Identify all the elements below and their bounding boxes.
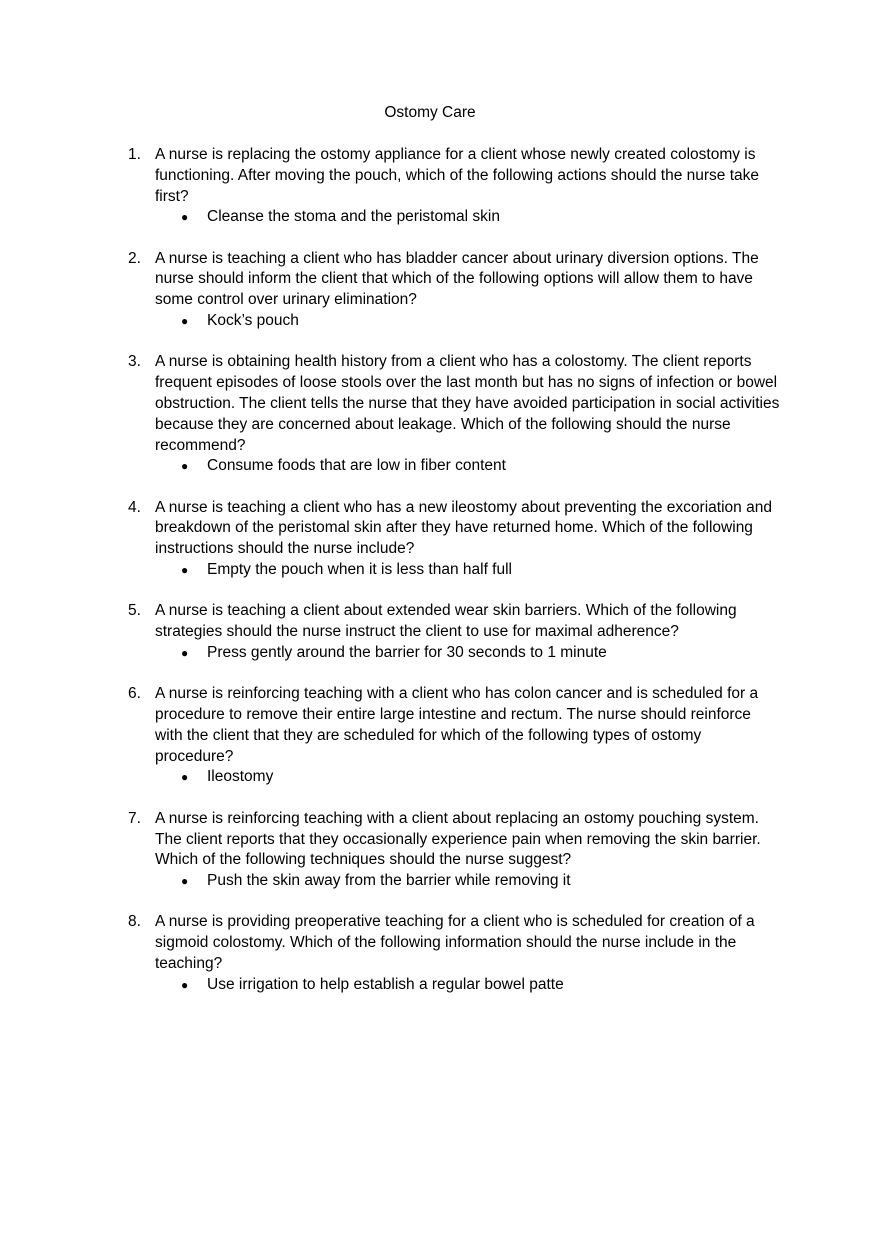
question-item-1 <box>0 145 880 228</box>
question-text: A nurse is teaching a client who has bladder cancer about urinary diversion options. The nurse should inform the client that which of the following options will allow them to have some control over urinary elimination? <box>155 249 759 309</box>
answer-item <box>181 871 880 892</box>
answer-item <box>181 207 880 228</box>
answer-item <box>181 560 880 581</box>
question-text: A nurse is teaching a client about extended wear skin barriers. Which of the following strategies should the nurse instruct the client to use for maximal adherence? <box>155 602 737 641</box>
bullet-icon: ● <box>181 770 189 785</box>
answer-item <box>181 643 880 664</box>
question-item-7 <box>0 809 880 892</box>
question-number: 4. <box>128 498 141 516</box>
answer-text: Cleanse the stoma and the peristomal skin <box>207 208 500 226</box>
document-title: Ostomy Care <box>384 104 476 121</box>
answer-text: Consume foods that are low in fiber content <box>207 457 506 475</box>
answer-text: Ileostomy <box>207 768 274 786</box>
question-item-8 <box>0 912 880 995</box>
question-number: 6. <box>128 685 141 703</box>
bullet-icon: ● <box>181 874 189 889</box>
answer-item <box>181 456 880 477</box>
question-number: 8. <box>128 913 141 931</box>
question-number: 3. <box>128 353 141 371</box>
question-item-5 <box>0 601 880 663</box>
question-text: A nurse is reinforcing teaching with a client about replacing an ostomy pouching system. The client reports that they occasionally experience pain when removing the skin barrier. Which of the following techniques should the nurse suggest? <box>155 809 761 869</box>
question-number: 1. <box>128 146 141 163</box>
bullet-icon: ● <box>181 563 189 578</box>
question-list <box>0 145 880 1016</box>
bullet-icon: ● <box>181 459 189 474</box>
question-text: A nurse is providing preoperative teaching for a client who is scheduled for creation of a sigmoid colostomy. Which of the following information should the nurse include in the teaching? <box>155 913 755 972</box>
bullet-icon: ● <box>181 210 189 225</box>
answer-text: Kock’s pouch <box>207 312 299 330</box>
answer-item <box>181 311 880 332</box>
answer-text: Empty the pouch when it is less than half full <box>207 561 512 579</box>
answer-text: Push the skin away from the barrier while removing it <box>207 872 571 890</box>
question-number: 5. <box>128 602 141 620</box>
question-item-6 <box>0 684 880 788</box>
bullet-icon: ● <box>181 314 189 329</box>
question-item-2 <box>0 249 880 332</box>
question-text: A nurse is reinforcing teaching with a client who has colon cancer and is scheduled for a procedure to remove their entire large intestine and rectum. The nurse should reinforce with the client that they are scheduled for which of the following types of ostomy procedure? <box>155 685 759 765</box>
question-text: A nurse is obtaining health history from a client who has a colostomy. The client reports frequent episodes of loose stools over the last month but has no signs of infection or bowel obstruction. The client tells the nurse that they have avoided participation in social activities because they are concerned about leakage. Which of the following should the nurse recommend? <box>155 353 780 454</box>
question-item-4 <box>0 498 880 581</box>
answer-text: Use irrigation to help establish a regular bowel patte <box>207 975 564 993</box>
answer-item <box>181 975 880 996</box>
question-item-3 <box>0 352 880 477</box>
question-number: 7. <box>128 809 141 827</box>
bullet-icon: ● <box>181 977 189 992</box>
answer-item <box>181 767 880 788</box>
question-text: A nurse is replacing the ostomy appliance for a client whose newly created colostomy is functioning. After moving the pouch, which of the following actions should the nurse take first? <box>155 146 760 205</box>
bullet-icon: ● <box>181 645 189 660</box>
answer-text: Press gently around the barrier for 30 seconds to 1 minute <box>207 643 607 661</box>
question-text: A nurse is teaching a client who has a new ileostomy about preventing the excoriation and breakdown of the peristomal skin after they have returned home. Which of the following instructions should the nurse include? <box>155 498 772 558</box>
question-number: 2. <box>128 249 141 267</box>
